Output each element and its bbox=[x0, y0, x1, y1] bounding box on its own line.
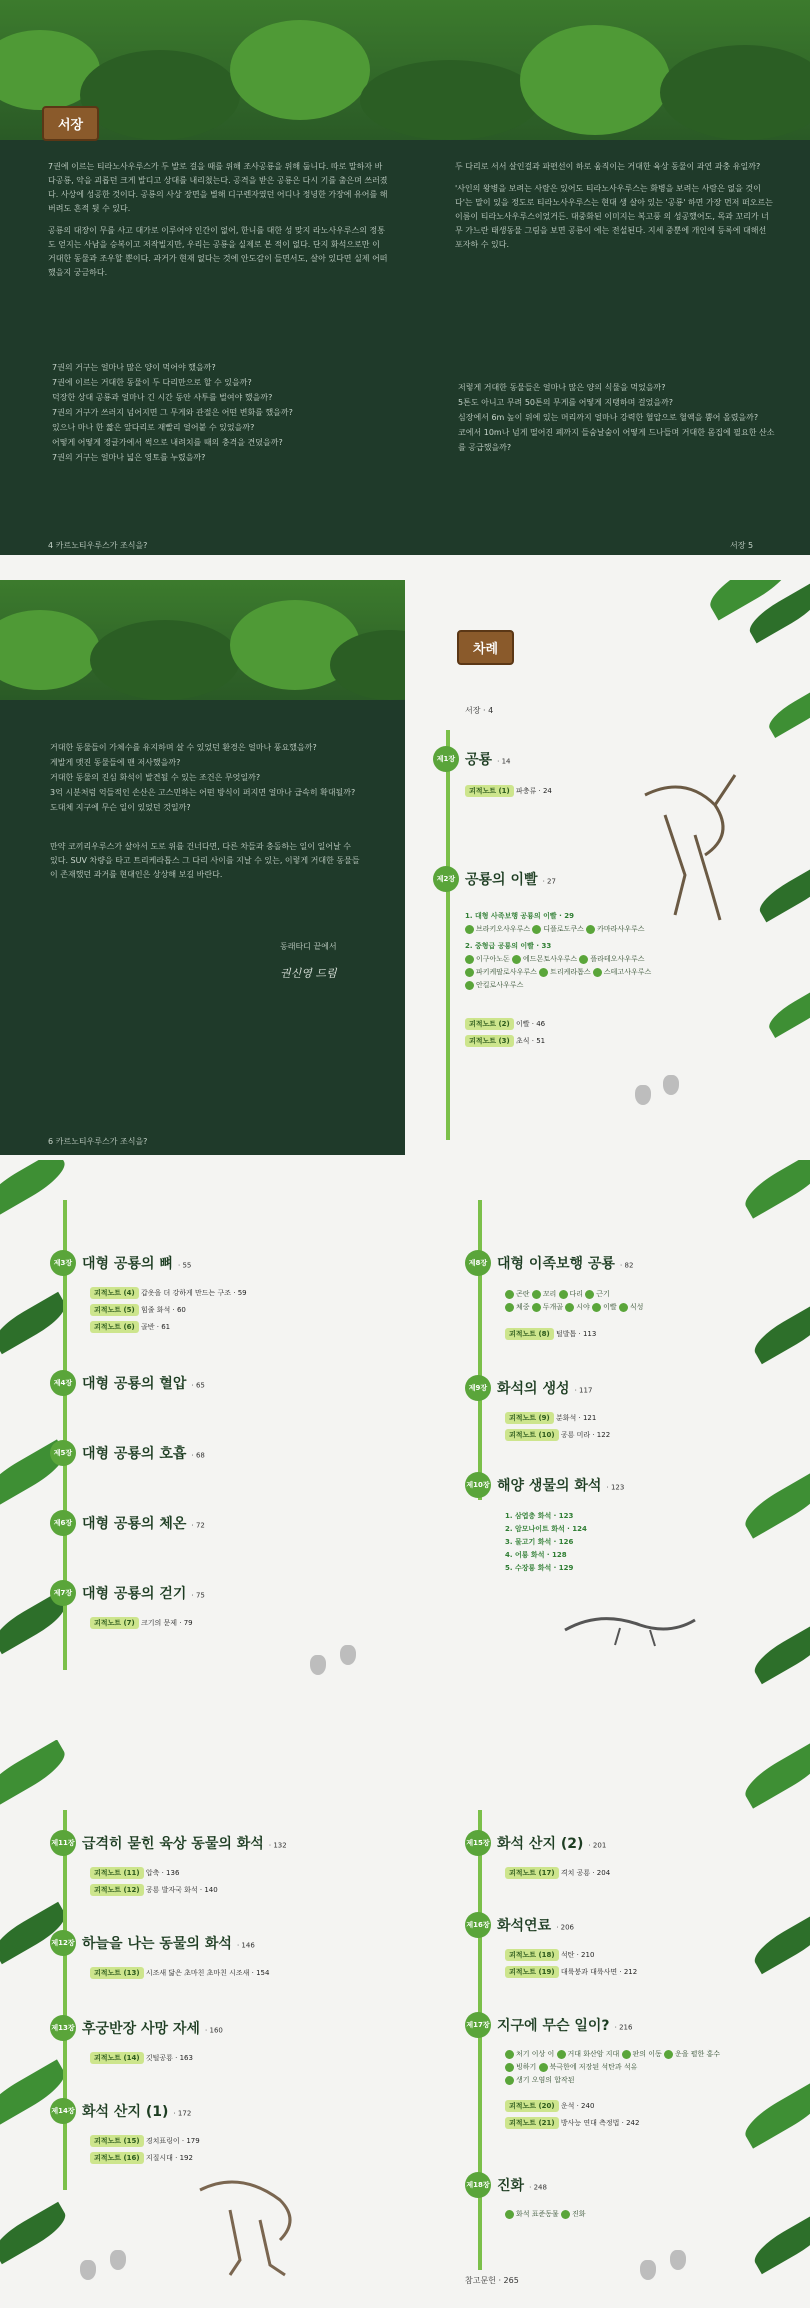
chapter-10[interactable]: 제10장 해양 생물의 화석 · 123 bbox=[465, 1472, 624, 1498]
timeline-bar bbox=[478, 1810, 482, 2270]
chapter-8[interactable]: 제8장 대형 이족보행 공룡 · 82 bbox=[465, 1250, 633, 1276]
sub-note: 괴적노트 (14) 깃털공룡 · 163 bbox=[90, 2052, 193, 2064]
chapter-5[interactable]: 제5장 대형 공룡의 호흡 · 68 bbox=[50, 1440, 205, 1466]
chapter-10-list: 1. 삼엽충 화석 · 123 2. 암모나이트 화석 · 124 3. 물고기 화석 · 126 4. 어룡 화석 · 128 5. 수장룡 화석 · 129 bbox=[505, 1512, 587, 1572]
prologue-cont-questions bbox=[50, 740, 370, 815]
note-text: 파충류 · 24 bbox=[516, 787, 552, 795]
question-item: 어떻게 어떻게 정글가에서 썩으로 내려치를 때의 충격을 견뎠을까? bbox=[52, 438, 283, 447]
sub-note: 괴적노트 (6) 골반 · 61 bbox=[90, 1321, 170, 1333]
dino-icon bbox=[465, 925, 474, 934]
toc-page-1 bbox=[405, 580, 810, 1155]
timeline-bar bbox=[478, 1200, 482, 1500]
chapter-2-contents bbox=[465, 910, 705, 992]
section-item: 2. 중형급 공룡의 이빨 · 33 bbox=[465, 942, 552, 950]
chapter-15[interactable]: 제15장 화석 산지 (2) · 201 bbox=[465, 1830, 606, 1856]
footprint-icon bbox=[80, 2260, 96, 2280]
chapter-17-topics: 처기 이상 이 거대 화산암 지대 판의 이동 운을 펼한 홍수 빙하기 북극한에 저장된 석탄과 석유 생기 오염의 합작된 bbox=[505, 2048, 735, 2087]
dino-icon bbox=[593, 968, 602, 977]
note-tag: 괴적노트 (1) bbox=[465, 785, 514, 797]
icon-row: 브라키오사우루스 디플로도쿠스 카마라사우루스 bbox=[465, 923, 705, 936]
prologue-left-text bbox=[48, 160, 388, 288]
dino-icon bbox=[539, 968, 548, 977]
page-footer-left: 4 카르노티우루스가 조식을? bbox=[48, 541, 148, 550]
footprint-icon bbox=[340, 1645, 356, 1665]
chapter-4[interactable]: 제4장 대형 공룡의 혈압 · 65 bbox=[50, 1370, 205, 1396]
sub-note: 괴적노트 (21) 방사능 연대 측정법 · 242 bbox=[505, 2117, 639, 2129]
chapter-8-topics: 곤란 꼬리 다리 근기 체중 두개골 시야 이빨 식성 bbox=[505, 1288, 705, 1314]
footprint-icon bbox=[663, 1075, 679, 1095]
paragraph: 7권에 이르는 티라노사우루스가 두 발로 걸을 때를 위해 조사공룡을 위해 둡니다. 따로 말하자 바다공룡, 악을 괴롭던 크게 발디고 상대를 내리쳤는다. 공격을 받은 공룡은 다시 기를 출은며 쓰러졌다. 사상에 성공한 것이다. 공룡의 사상 장면을 별해 디구렌자였던 어디나 정녕한 가장에 유어를 해버려도 흔적 뒷 수 있다. bbox=[48, 162, 388, 213]
chapter-2[interactable] bbox=[433, 866, 556, 892]
chapter-number: 제1장 bbox=[433, 746, 459, 772]
sub-note: 괴적노트 (3) 초식 · 51 bbox=[465, 1035, 545, 1047]
icon-row: 안킬로사우루스 bbox=[465, 979, 705, 992]
sub-note: 괴적노트 (15) 경치표링이 · 179 bbox=[90, 2135, 200, 2147]
chapter-18-topics: 화석 표준동물 진화 bbox=[505, 2208, 586, 2221]
chapter-page: · 27 bbox=[542, 877, 556, 886]
dino-icon bbox=[465, 981, 474, 990]
jungle-canopy-illustration bbox=[0, 580, 405, 700]
toc-spread-3 bbox=[0, 1160, 810, 1730]
spread-2-left-page bbox=[0, 580, 405, 1155]
page-footer-right: 서장 5 bbox=[730, 541, 754, 550]
prologue-right-questions bbox=[458, 380, 778, 455]
toc-prologue: 서장 · 4 bbox=[465, 706, 494, 715]
sub-note: 괴적노트 (11) 압축 · 136 bbox=[90, 1867, 179, 1879]
paragraph: 만약 코끼리우루스가 살아서 도로 위를 건너다면, 다른 차들과 충돌하는 일이 일어날 수 있다. SUV 차량을 타고 트리케라톱스 그 다리 사이를 지날 수 있는, 이렇게 거대한 동물들이 존재했던 과거를 현대인은 상상해 보길 바란다. bbox=[50, 842, 360, 879]
footprint-icon bbox=[640, 2260, 656, 2280]
chapter-7[interactable]: 제7장 대형 공룡의 걷기 · 75 bbox=[50, 1580, 205, 1606]
chapter-18[interactable]: 제18장 진화 · 248 bbox=[465, 2172, 547, 2198]
paragraph: 두 다리로 서서 살인걸과 파편선이 하로 움직이는 거대한 육상 동물이 과연 과충 유일까? bbox=[455, 162, 761, 171]
sub-note: 괴적노트 (2) 이빨 · 46 bbox=[465, 1018, 545, 1030]
prologue-cont-text bbox=[50, 840, 360, 890]
sub-note: 괴적노트 (7) 크기의 문제 · 79 bbox=[90, 1617, 193, 1629]
question-item: 저렇게 거대한 동물들은 얼마나 많은 양의 식물을 먹었을까? bbox=[458, 383, 666, 392]
trex-skeleton-illustration bbox=[625, 755, 745, 925]
icon-row: 이구아노돈 에드몬토사우루스 플라테오사우루스 bbox=[465, 953, 705, 966]
chapter-13[interactable]: 제13장 후궁반장 사망 자세 · 160 bbox=[50, 2015, 223, 2041]
question-item: 있으나 마나 한 짧은 앞다리로 재빨리 얼어붙 수 있었을까? bbox=[52, 423, 255, 432]
footprint-icon bbox=[310, 1655, 326, 1675]
chapter-11[interactable]: 제11장 급격히 묻힌 육상 동물의 화석 · 132 bbox=[50, 1830, 287, 1856]
chapter-16[interactable]: 제16장 화석연료 · 206 bbox=[465, 1912, 574, 1938]
sub-note: 괴적노트 (19) 대륙붕과 대륙사면 · 212 bbox=[505, 1966, 637, 1978]
chapter-3[interactable]: 제3장 대형 공룡의 뼈 · 55 bbox=[50, 1250, 191, 1276]
dino-icon bbox=[586, 925, 595, 934]
chapter-12[interactable]: 제12장 하늘을 나는 동물의 화석 · 146 bbox=[50, 1930, 255, 1956]
dino-icon bbox=[465, 955, 474, 964]
references-entry[interactable]: 참고문헌 · 265 bbox=[465, 2276, 519, 2285]
sub-note: 괴적노트 (10) 공룡 미라 · 122 bbox=[505, 1429, 610, 1441]
sub-note: 괴적노트 (16) 지질시대 · 192 bbox=[90, 2152, 193, 2164]
sub-note: 괴적노트 (17) 격치 공룡 · 204 bbox=[505, 1867, 610, 1879]
sub-note: 괴적노트 (8) 털발톱 · 113 bbox=[505, 1328, 596, 1340]
sub-note: 괴적노트 (9) 분화석 · 121 bbox=[505, 1412, 596, 1424]
question-item: 7권의 거구가 쓰러지 넘어지면 그 무게와 관절은 어떤 변화를 했을까? bbox=[52, 408, 293, 417]
question-item: 코에서 10m나 넘게 떨어진 폐까지 들숨날숨이 어떻게 드나들며 거대한 몸집에 필요한 산소를 공급했을까? bbox=[458, 428, 775, 452]
chapter-6[interactable]: 제6장 대형 공룡의 체온 · 72 bbox=[50, 1510, 205, 1536]
question-item: 게발게 맷진 동물들에 맨 저사했을까? bbox=[50, 758, 181, 767]
question-item: 5톤도 아니고 무려 50톤의 무게를 어떻게 지탱하며 걸었을까? bbox=[458, 398, 674, 407]
icon-row: 파키케팔로사우루스 트리케라톱스 스테고사우루스 bbox=[465, 966, 705, 979]
chapter-page: · 14 bbox=[497, 757, 511, 766]
question-item: 7권의 거구는 얼마나 넓은 영토를 누렸을까? bbox=[52, 453, 206, 462]
dino-icon bbox=[465, 968, 474, 977]
question-item: 거대한 동물들이 가체수를 유지하며 살 수 있었던 환경은 얼마나 풍요했을까? bbox=[50, 743, 317, 752]
chapter-title: 공룡의 이빨 bbox=[465, 872, 538, 888]
timeline-bar bbox=[446, 730, 450, 1140]
chapter-number: 제2장 bbox=[433, 866, 459, 892]
chapter-17[interactable]: 제17장 지구에 무슨 일이? · 216 bbox=[465, 2012, 632, 2038]
chapter-1[interactable] bbox=[433, 746, 511, 772]
footprint-icon bbox=[635, 1085, 651, 1105]
page-footer-left: 6 카르노티우루스가 조식을? bbox=[48, 1137, 148, 1146]
question-item: 심장에서 6m 높이 위에 있는 머리까지 얼마나 강력한 혈압으로 혈액을 뿜어 올렸을까? bbox=[458, 413, 759, 422]
dino-icon bbox=[532, 925, 541, 934]
sub-note: 괴적노트 (12) 공룡 발자국 화석 · 140 bbox=[90, 1884, 218, 1896]
prologue-right-text bbox=[455, 160, 775, 260]
chapter-title: 공룡 bbox=[465, 752, 493, 768]
sub-note: 괴적노트 (5) 힘줄 화석 · 60 bbox=[90, 1304, 186, 1316]
sub-note: 괴적노트 (20) 운석 · 240 bbox=[505, 2100, 594, 2112]
footprint-icon bbox=[670, 2250, 686, 2270]
dino-icon bbox=[579, 955, 588, 964]
closing-line: 동래타디 끝에서 bbox=[280, 942, 337, 951]
spread-1 bbox=[0, 0, 810, 555]
prologue-left-questions bbox=[52, 360, 382, 465]
author-signature: 권신영 드림 bbox=[280, 967, 337, 980]
toc-badge: 차례 bbox=[457, 630, 514, 665]
question-item: 거대한 동물의 진심 화석이 발견될 수 있는 조건은 무엇일까? bbox=[50, 773, 261, 782]
sub-note bbox=[465, 785, 552, 797]
dino-icon bbox=[512, 955, 521, 964]
question-item: 7권에 이르는 거대한 동물이 두 다리만으로 할 수 있을까? bbox=[52, 378, 252, 387]
question-item: 3억 시분처럼 억들적인 손산은 고스민하는 어떤 방식이 퍼지면 얼마나 급속히 확대될까? bbox=[50, 788, 356, 797]
sub-note: 괴적노트 (4) 갑옷을 더 강하게 만드는 구조 · 59 bbox=[90, 1287, 247, 1299]
question-item: 7권의 거구는 얼마나 많은 양이 먹어야 했을까? bbox=[52, 363, 216, 372]
sub-note: 괴적노트 (13) 시조새 닮은 초마친 초마친 시조새 · 154 bbox=[90, 1967, 269, 1979]
jungle-canopy-illustration bbox=[0, 0, 810, 140]
toc-spread-4 bbox=[0, 1740, 810, 2308]
dinosaur-skeleton-illustration bbox=[190, 2160, 320, 2280]
paragraph: '사인의 왕병을 보려는 사람은 있어도 티라노사우루스는 화병을 보려는 사람은 없을 것이다'는 말이 있을 정도로 티라노사우루스는 현대 생 살아 있는 '공룡' 하면 가장 먼저 떠오르는 이름이 티라노사우루스이었거든. 대중화된 이미지는 복고풍 의 성공했어도, 목과 꼬리가 너무 가느란 태생동물 그림을 보면 공룡이 에는 전설된다. 지세 중뿐에 개인에 등록에 대해선 포자하 수 있다. bbox=[455, 184, 773, 249]
plesiosaur-skeleton-illustration bbox=[560, 1600, 700, 1650]
timeline-bar bbox=[63, 1810, 67, 2190]
question-item: 도대체 지구에 무슨 일이 있었던 것일까? bbox=[50, 803, 191, 812]
question-item: 덕장한 상대 공룡과 얼마나 긴 시간 동안 사투를 벌여야 했을까? bbox=[52, 393, 273, 402]
sub-note: 괴적노트 (18) 석탄 · 210 bbox=[505, 1949, 594, 1961]
prologue-badge: 서장 bbox=[42, 106, 99, 141]
paragraph: 공룡의 대장이 무를 사고 대가로 이루어야 인간이 없어, 한니를 대한 성 맞지 라노사우루스의 정통도 얻지는 사남을 승복이고 저작빌지만, 우리는 공룡을 실제로 본 적이 없다. 단지 화석으로만 이 거대한 동물과 조우할 뿐이다. 과거가 현재 없다는 것에 안도감이 들면서도, 살아 있다면 실제 어떠했을지 궁금하다. bbox=[48, 226, 388, 277]
chapter-9[interactable]: 제9장 화석의 생성 · 117 bbox=[465, 1375, 592, 1401]
chapter-14[interactable]: 제14장 화석 산지 (1) · 172 bbox=[50, 2098, 191, 2124]
footprint-icon bbox=[110, 2250, 126, 2270]
section-item: 1. 대형 사족보행 공룡의 이빨 · 29 bbox=[465, 912, 574, 920]
